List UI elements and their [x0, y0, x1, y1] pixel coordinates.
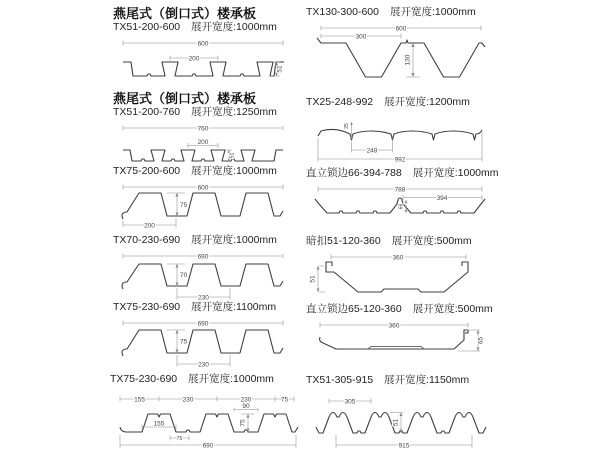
profile-drawing-tx75-230-690-1000 [110, 388, 300, 448]
section-tx75-230-690-1100 [113, 301, 293, 372]
spread-width: 展开宽度:1100mm [191, 301, 277, 313]
dim-height: 75 [180, 338, 188, 346]
dim-sub: 75 [176, 436, 183, 442]
model-code: TX130-300-600 [306, 6, 379, 18]
dim-half: 394 [436, 194, 448, 202]
dim-overall: 915 [398, 442, 410, 450]
section-ankou-51-120-360 [306, 235, 501, 304]
dim-pitch: 305 [344, 398, 356, 406]
dim-pitch: 200 [188, 55, 200, 63]
dim-top1: 155 [134, 396, 145, 404]
model-code: 暗扣51-120-360 [306, 235, 381, 247]
model-line [306, 96, 501, 109]
dim-valley: 90 [242, 402, 250, 410]
profile-drawing-tx130-300-600 [306, 21, 501, 95]
section-tx130-300-600 [306, 6, 501, 95]
dim-pitch: 230 [198, 294, 209, 302]
dim-overall: 600 [197, 184, 209, 192]
section-zhili-suobian-65-120-360 [306, 303, 501, 366]
model-code: TX51-305-915 [306, 374, 374, 386]
section-tx25-248-992 [306, 96, 501, 163]
dim-height: 70 [180, 272, 188, 279]
dim-height: 51 [276, 65, 284, 73]
section-tx75-200-600 [113, 165, 293, 232]
dim-height: 51 [229, 152, 236, 159]
model-line [113, 21, 293, 34]
profile-drawing-tx51-200-760 [113, 121, 293, 171]
spread-width: 展开宽度:1000mm [188, 373, 274, 385]
model-code: TX75-230-690 [113, 301, 181, 313]
model-code: TX51-200-760 [113, 106, 181, 118]
profile-outline [122, 264, 283, 289]
model-code: TX51-200-600 [113, 21, 181, 33]
profile-drawing-zhili-65 [306, 318, 501, 366]
dim-top3: 230 [240, 396, 252, 404]
profile-drawing-tx51-200-600 [113, 36, 293, 86]
profile-drawing-tx70-230-690 [113, 249, 293, 305]
dim-base: 155 [153, 420, 165, 428]
profile-outline [123, 150, 283, 161]
section-zhili-suobian-66-394-788 [306, 167, 501, 232]
model-line [306, 235, 501, 248]
spread-width: 展开宽度:500mm [412, 303, 493, 315]
section-tx51-305-915 [306, 374, 501, 450]
dim-height: 25 [344, 123, 350, 129]
model-line [113, 106, 293, 119]
dim-overall: 600 [197, 40, 209, 48]
dim-overall: 600 [395, 25, 407, 33]
model-code: TX75-230-690 [110, 373, 178, 385]
profile-drawing-tx75-200-600 [113, 180, 293, 232]
profile-drawing-tx51-305-915 [306, 389, 501, 450]
dim-pitch: 248 [366, 147, 378, 155]
profile-outline [120, 414, 298, 432]
dim-overall: 788 [394, 186, 406, 194]
spread-width: 展开宽度:500mm [391, 235, 472, 247]
dim-pitch: 300 [355, 33, 367, 41]
profile-drawing-tx25-248-992 [306, 111, 501, 163]
dim-overall: 690 [197, 320, 209, 328]
dim-height: 75 [239, 419, 247, 427]
section-tx51-200-760 [113, 91, 293, 171]
dim-overall: 760 [197, 125, 209, 133]
dim-top4: 75 [280, 396, 289, 404]
dim-overall: 690 [202, 442, 214, 448]
profile-outline [326, 262, 468, 292]
model-line [306, 167, 501, 180]
spread-width: 展开宽度:1000mm [191, 21, 277, 33]
section-tx75-230-690-1000 [110, 373, 300, 448]
dim-overall: 690 [197, 253, 209, 261]
spread-width: 展开宽度:1150mm [384, 374, 470, 386]
section-heading: 燕尾式（倒口式）楼承板 [113, 91, 257, 106]
spread-width: 展开宽度:1200mm [384, 96, 470, 108]
model-line [113, 301, 293, 314]
model-code: 直立锁边66-394-788 [306, 167, 402, 179]
model-code: 直立锁边65-120-360 [306, 303, 402, 315]
dim-overall: 360 [392, 254, 404, 262]
model-line [306, 6, 501, 19]
section-heading: 燕尾式（倒口式）楼承板 [113, 6, 257, 21]
profile-outline [317, 38, 485, 77]
dim-pitch: 230 [198, 361, 209, 369]
profile-drawing-tx75-230-690-1100 [113, 316, 293, 372]
model-code: TX25-248-992 [306, 96, 374, 108]
dim-overall: 360 [388, 322, 400, 330]
spread-width: 展开宽度:1250mm [191, 106, 277, 118]
spread-width: 展开宽度:1000mm [191, 165, 277, 177]
profile-drawing-zhili-66 [306, 182, 501, 232]
profile-drawing-ankou-51 [306, 250, 501, 304]
dim-height: 51 [309, 275, 317, 283]
dim-pitch: 200 [197, 139, 209, 146]
model-line [110, 373, 300, 386]
dim-height: 130 [404, 54, 412, 66]
spread-width: 展开宽度:1000mm [191, 234, 277, 246]
model-line [113, 234, 293, 247]
dim-pitch: 200 [144, 222, 155, 230]
spread-width: 展开宽度:1000mm [412, 167, 499, 179]
profile-outline [122, 330, 283, 356]
dim-height: 75 [180, 202, 188, 209]
model-line [306, 374, 501, 387]
model-code: TX70-230-690 [113, 234, 181, 246]
profile-outline [123, 62, 284, 76]
profile-outline [318, 129, 482, 140]
dim-overall: 992 [394, 156, 406, 163]
dim-top2: 230 [182, 396, 194, 404]
model-line [113, 165, 293, 178]
section-tx70-230-690 [113, 234, 293, 305]
model-line [306, 303, 501, 316]
dim-height: 65 [477, 336, 485, 345]
model-code: TX75-200-600 [113, 165, 181, 177]
dim-height: 66 [398, 203, 405, 210]
spread-width: 展开宽度:1000mm [389, 6, 476, 18]
section-tx51-200-600 [113, 6, 293, 86]
dim-height: 51 [392, 418, 400, 427]
profile-outline [122, 193, 283, 219]
